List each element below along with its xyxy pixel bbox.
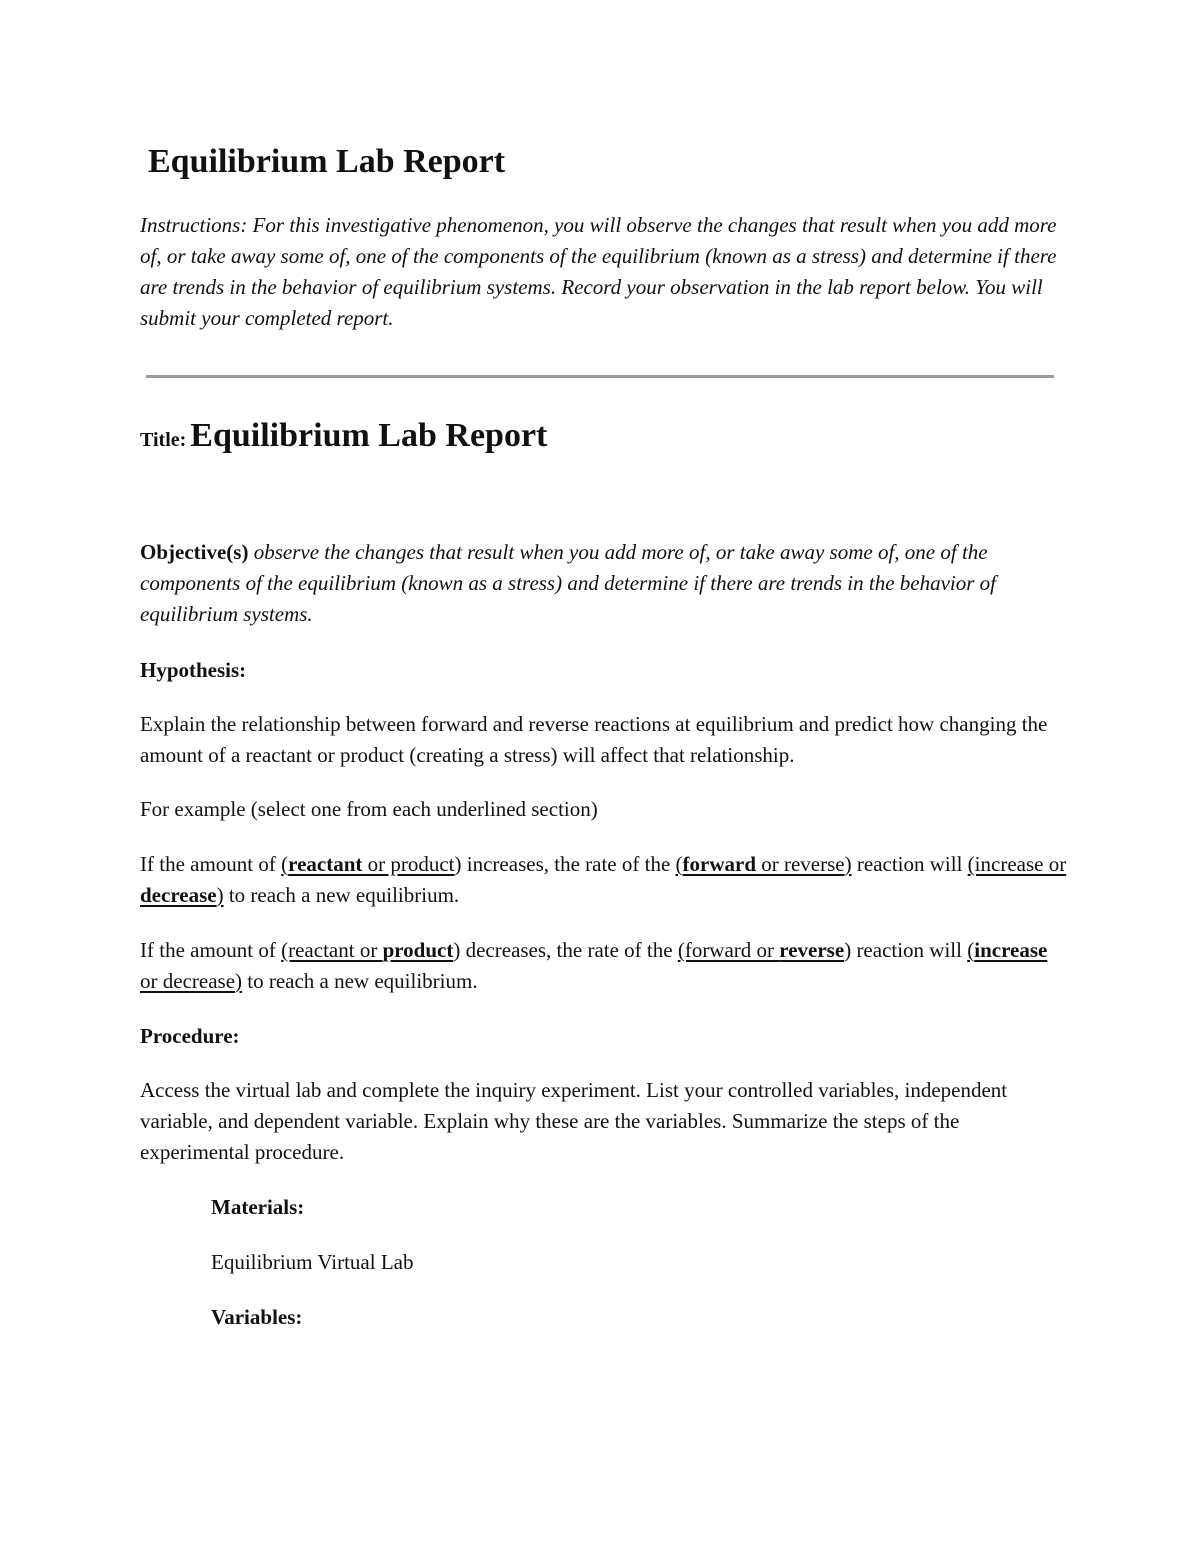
hypothesis-statement-2: [140, 935, 1070, 997]
selected-choice: decrease: [140, 883, 217, 907]
selected-choice: forward: [682, 852, 756, 876]
unselected-choice: or decrease: [140, 969, 236, 993]
variables-heading: Variables:: [211, 1305, 303, 1329]
choice-group-reactant-product: [281, 938, 453, 962]
report-title-line: [140, 412, 547, 466]
objective-paragraph: [140, 537, 1070, 630]
statement-text: decreases, the rate of the: [460, 938, 678, 962]
unselected-choice: (increase or: [967, 852, 1067, 876]
selected-choice: reverse: [779, 938, 845, 962]
statement-text: reaction will: [851, 938, 968, 962]
statement-text: If the amount of: [140, 938, 282, 962]
unselected-choice: or product: [362, 852, 455, 876]
unselected-choice: (reactant or: [281, 938, 383, 962]
selected-choice: increase: [974, 938, 1048, 962]
paren: ): [453, 938, 461, 962]
hypothesis-explain: Explain the relationship between forward and reverse reactions at equilibrium and predict how changing the amount of a reactant or product (creating a stress) will affect that relationship.: [140, 712, 1048, 767]
paren: (: [967, 938, 975, 962]
statement-text: reaction will: [851, 852, 968, 876]
hypothesis-example: For example (select one from each underlined section): [140, 797, 598, 821]
choice-group-forward-reverse: [676, 852, 852, 876]
instructions-paragraph: Instructions: For this investigative phenomenon, you will observe the changes that result when you add more of, or take away some of, one of the components of the equilibrium (known as a stress) and determine if there are trends in the behavior of equilibrium systems. Record your observation in the lab report below. You will submit your completed report.: [140, 213, 1057, 330]
paren: (: [675, 852, 683, 876]
materials-heading: Materials:: [211, 1195, 305, 1219]
procedure-text: Access the virtual lab and complete the inquiry experiment. List your controlled variables, independent variable, and dependent variable. Explain why these are the variables. Summarize the steps of the experimental procedure.: [140, 1078, 1008, 1164]
paren: (: [281, 852, 289, 876]
statement-text: to reach a new equilibrium.: [242, 969, 478, 993]
paren: ): [216, 883, 224, 907]
document-title: Equilibrium Lab Report: [148, 143, 506, 180]
materials-item: Equilibrium Virtual Lab: [211, 1250, 414, 1274]
choice-group-forward-reverse: [678, 938, 844, 962]
objective-label: Objective(s): [140, 540, 249, 564]
hypothesis-statement-1: [140, 849, 1070, 911]
title-label: Title:: [140, 429, 187, 451]
report-title-value: Equilibrium Lab Report: [190, 417, 548, 454]
unselected-choice: or reverse: [756, 852, 845, 876]
selected-choice: product: [382, 938, 454, 962]
procedure-heading: Procedure:: [140, 1024, 240, 1048]
choice-group-reactant-product: [281, 852, 454, 876]
unselected-choice: (forward or: [677, 938, 780, 962]
paren: ): [235, 969, 243, 993]
objective-text: observe the changes that result when you add more of, or take away some of, one of the components of the equilibrium (known as a stress) and determine if there are trends in the behavior of equilibrium systems.: [140, 540, 997, 626]
statement-text: to reach a new equilibrium.: [223, 883, 460, 907]
paren: ): [844, 852, 852, 876]
paren: ): [844, 938, 852, 962]
hypothesis-heading: Hypothesis:: [140, 658, 247, 682]
statement-text: increases, the rate of the: [461, 852, 676, 876]
statement-text: If the amount of: [140, 852, 282, 876]
paren: ): [454, 852, 462, 876]
section-divider: [146, 375, 1054, 378]
selected-choice: reactant: [288, 852, 363, 876]
